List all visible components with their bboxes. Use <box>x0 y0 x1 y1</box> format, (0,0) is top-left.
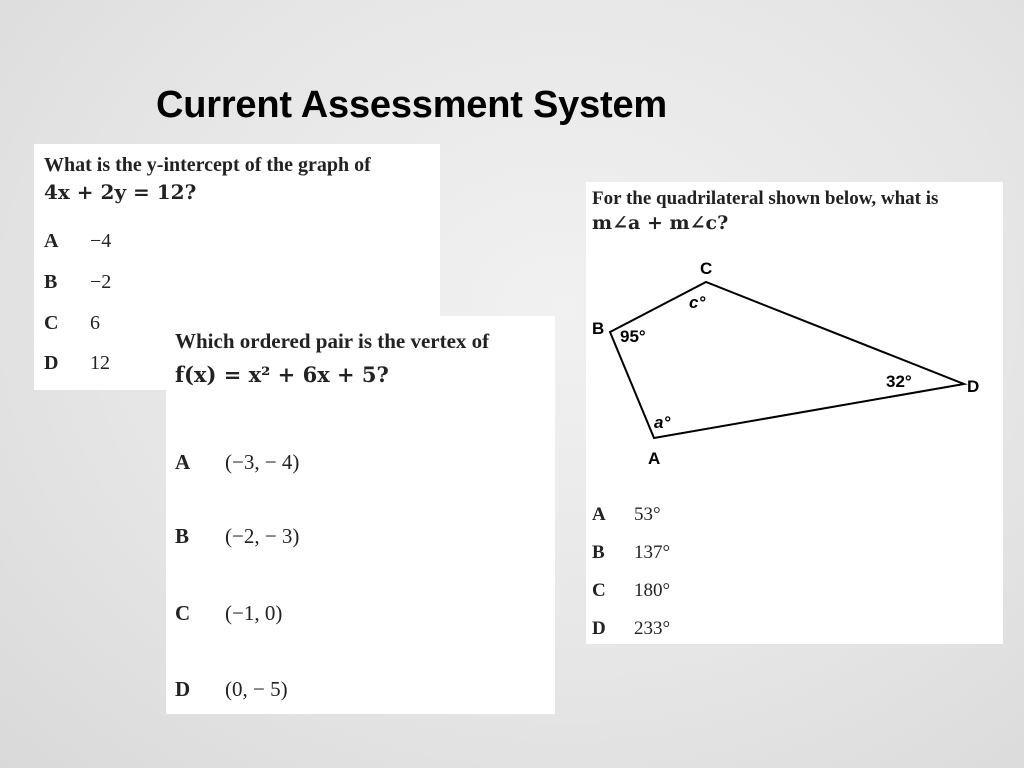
option-letter: C <box>175 601 191 625</box>
option-letter: B <box>175 524 190 548</box>
answer-option-a[interactable] <box>175 450 299 475</box>
answer-option-d[interactable] <box>592 618 670 640</box>
slide-title: Current Assessment System <box>156 84 668 126</box>
vertex-label-d: D <box>967 377 980 396</box>
option-value: 180° <box>634 580 671 601</box>
option-value: (−3, − 4) <box>225 450 300 474</box>
angle-label-b: 95° <box>620 327 646 346</box>
option-value: −4 <box>90 230 112 252</box>
answer-option-d[interactable] <box>44 352 110 375</box>
question-prompt <box>175 324 550 392</box>
angle-label-a: a° <box>654 413 671 432</box>
prompt-line-2: f(x) = x² + 6x + 5? <box>175 362 389 387</box>
option-value: 137° <box>634 542 671 563</box>
vertex-label-a: A <box>648 449 661 468</box>
prompt-line-2: 4x + 2y = 12? <box>44 180 197 204</box>
option-value: (0, − 5) <box>225 677 288 701</box>
option-letter: C <box>592 580 606 601</box>
question-card-quadrilateral <box>586 182 1003 644</box>
answer-option-a[interactable] <box>592 504 661 526</box>
option-letter: B <box>592 542 605 563</box>
prompt-line-1: Which ordered pair is the vertex of <box>175 329 490 353</box>
quadrilateral-diagram <box>586 182 1003 482</box>
prompt-line-2: m∠a + m∠c? <box>592 212 729 234</box>
answer-option-a[interactable] <box>44 230 111 253</box>
option-letter: D <box>592 618 606 639</box>
question-prompt <box>44 152 436 206</box>
answer-option-d[interactable] <box>175 677 288 702</box>
answer-option-b[interactable] <box>175 524 299 549</box>
angle-label-d: 32° <box>886 372 912 391</box>
vertex-label-b: B <box>592 319 605 338</box>
answer-option-c[interactable] <box>44 312 100 335</box>
option-letter: B <box>44 271 58 293</box>
option-value: (−1, 0) <box>225 601 283 625</box>
answer-option-c[interactable] <box>592 580 670 602</box>
option-value: (−2, − 3) <box>225 524 300 548</box>
option-value: 233° <box>634 618 671 639</box>
option-letter: A <box>175 450 191 474</box>
option-value: 12 <box>90 352 110 374</box>
option-letter: A <box>44 230 59 252</box>
prompt-line-1: What is the y-intercept of the graph of <box>44 154 371 176</box>
option-value: −2 <box>90 271 112 293</box>
option-value: 53° <box>634 504 661 525</box>
option-value: 6 <box>90 312 100 334</box>
option-letter: C <box>44 312 59 334</box>
answer-option-c[interactable] <box>175 601 282 626</box>
answer-option-b[interactable] <box>592 542 670 564</box>
question-card-vertex <box>166 316 555 714</box>
option-letter: D <box>175 677 191 701</box>
answer-option-b[interactable] <box>44 271 111 294</box>
vertex-label-c: C <box>700 259 713 278</box>
angle-label-c: c° <box>689 293 706 312</box>
prompt-line-1: For the quadrilateral shown below, what is <box>592 188 939 209</box>
option-letter: A <box>592 504 606 525</box>
option-letter: D <box>44 352 59 374</box>
